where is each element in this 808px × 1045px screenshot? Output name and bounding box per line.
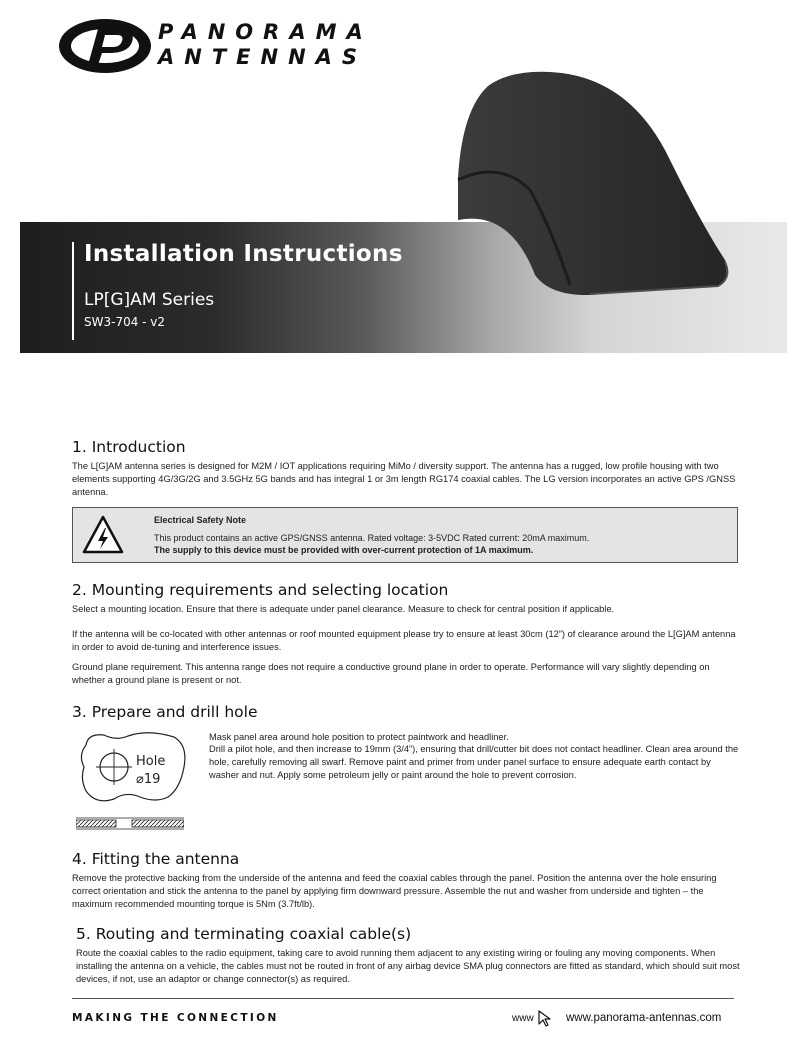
mounting-p3: Ground plane requirement. This antenna range does not require a conductive ground plane in order to operate. Performance will vary slightly depending on whether a ground plane is present or not. bbox=[72, 662, 710, 685]
drill-p2: Drill a pilot hole, and then increase to 19mm (3/4”), ensuring that drill/cutter bit does not contact headliner. Clean area around the hole, carefully removing all swarf. Remove paint and primer from under panel surface to ensure adequate earth contact by washer and nut. Apply some petroleum jelly or paint around the hole to prevent corrosion. bbox=[209, 744, 739, 780]
routing-heading: 5. Routing and terminating coaxial cable(s) bbox=[76, 925, 412, 943]
routing-body: Route the coaxial cables to the radio equipment, taking care to avoid running them adjacent to any existing wiring or fouling any moving components. When installing the antenna on a vehicle, the cables must not be routed in front of any airbag device SMA plug connectors are fitted as standard, which should suit most devices, if not, use an adaptor or change connector(s) as required. bbox=[76, 948, 740, 984]
banner-divider bbox=[72, 242, 74, 340]
drill-heading: 3. Prepare and drill hole bbox=[72, 703, 258, 721]
drill-p1: Mask panel area around hole position to protect paintwork and headliner. bbox=[209, 732, 509, 742]
intro-body: The L[G]AM antenna series is designed for M2M / IOT applications requiring MiMo / diversity support. The antenna has a rugged, low profile housing with two elements supporting 4G/3G/2G and 3.5GHz 5G bands and has integral 1 or 3m length RG174 coaxial cables. The LG version incorporates an active GPS /GNSS antenna. bbox=[72, 461, 736, 497]
safety-note-title: Electrical Safety Note bbox=[154, 515, 247, 525]
mounting-heading: 2. Mounting requirements and selecting location bbox=[72, 581, 449, 599]
brand-wordmark bbox=[158, 20, 373, 70]
hole-diagram-icon bbox=[76, 727, 191, 805]
mounting-p1: Select a mounting location. Ensure that there is adequate under panel clearance. Measure to check for central position if applicable. bbox=[72, 604, 615, 614]
footer-www-label: www bbox=[512, 1013, 534, 1024]
cursor-arrow-icon bbox=[537, 1009, 553, 1027]
hole-label: Hole bbox=[136, 754, 166, 769]
footer-divider bbox=[72, 998, 734, 999]
document-code: SW3-704 - v2 bbox=[84, 315, 166, 329]
electrical-hazard-icon bbox=[82, 514, 124, 556]
series-name: LP[G]AM Series bbox=[84, 290, 215, 310]
brand-line2: ANTENNAS bbox=[158, 45, 368, 69]
page-title: Installation Instructions bbox=[84, 241, 403, 267]
safety-note-line2: The supply to this device must be provided with over-current protection of 1A maximum. bbox=[154, 545, 534, 555]
mounting-p2: If the antenna will be co-located with other antennas or roof mounted equipment please try to ensure at least 30cm (12”) of clearance around the L[G]AM antenna in order to avoid de-tuning and interference issues. bbox=[72, 629, 736, 652]
fitting-body: Remove the protective backing from the underside of the antenna and feed the coaxial cables through the panel. Position the antenna over the hole ensuring correct orientation and stick the antenna to the panel by applying firm downward pressure. Assemble the nut and washer from underside and tighten – the maximum recommended mounting torque is 5Nm (3.7ft/lb). bbox=[72, 873, 717, 909]
panel-cross-section-icon bbox=[76, 817, 184, 831]
brand-line1: PANORAMA bbox=[158, 20, 373, 44]
website-link[interactable]: www.panorama-antennas.com bbox=[566, 1012, 722, 1024]
fitting-heading: 4. Fitting the antenna bbox=[72, 850, 240, 868]
antenna-product-image bbox=[440, 50, 730, 300]
intro-heading: 1. Introduction bbox=[72, 438, 186, 456]
footer-tagline: MAKING THE CONNECTION bbox=[72, 1012, 279, 1024]
safety-note-line1: This product contains an active GPS/GNSS antenna. Rated voltage: 3-5VDC Rated current: 20mA maximum. bbox=[154, 533, 590, 543]
hole-diameter-label: ⌀19 bbox=[136, 772, 161, 787]
